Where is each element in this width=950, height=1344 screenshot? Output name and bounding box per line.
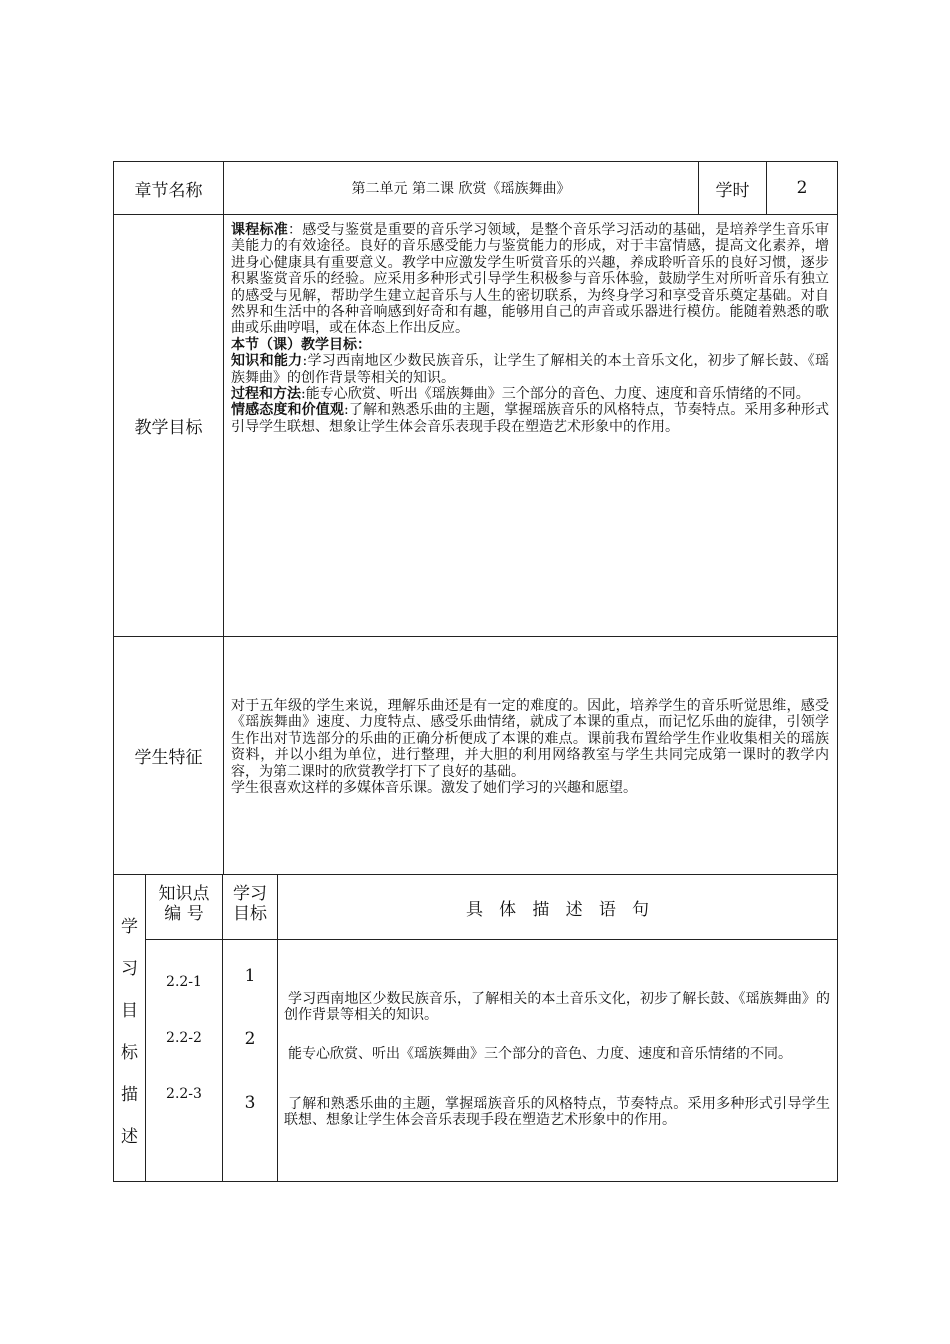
chapter-label: 章节名称 [134,180,203,201]
side-char: 述 [121,1127,138,1147]
side-char: 描 [121,1085,138,1105]
knowledge-text: :学习西南地区少数民族音乐，让学生了解相关的本土音乐文化，初步了解长鼓、《瑶族舞曲》的创作背景等相关的知识。 [231,353,830,386]
students-paragraph-1: 对于五年级的学生来说，理解乐曲还是有一定的难度的。因此，培养学生的音乐听觉思维，感受《瑶族舞曲》速度、力度特点、感受乐曲情绪，就成了本课的重点，而记忆乐曲的旋律，引领学生作出对节选部分的乐曲的正确分析便成了本课的难点。课前我布置给学生作业收集相关的瑶族资料，并以小组为单位，进行整理，并大胆的利用网络教室与学生共同完成第一课时的教学内容，为第二课时的欣赏教学打下了良好的基础。 [231,698,829,780]
row-goal: 1 [244,966,256,986]
row-goal: 3 [244,1093,256,1113]
emotion-text: :了解和熟悉乐曲的主题，掌握瑶族音乐的风格特点，节奏特点。采用多种形式引导学生联想、想象让学生体会音乐表现手段在塑造艺术形象中的作用。 [231,402,830,435]
grid-line [837,161,838,1182]
row-description-text: 学习西南地区少数民族音乐，了解相关的本土音乐文化，初步了解长鼓、《瑶族舞曲》的创作背景等相关的知识。 [284,991,830,1024]
row-description [284,1046,830,1062]
emotion-title: 情感态度和价值观 [231,402,345,419]
students-content [231,698,829,796]
emotion-goal [231,402,829,435]
objectives-label: 教学目标 [134,418,203,438]
hours-value: 2 [796,178,808,198]
row-code: 2.2-3 [166,1086,202,1102]
side-char: 习 [121,959,138,979]
grid-line [145,939,838,940]
row-description-text: 了解和熟悉乐曲的主题，掌握瑶族音乐的风格特点，节奏特点。采用多种形式引导学生联想、想象让学生体会音乐表现手段在塑造艺术形象中的作用。 [284,1096,830,1129]
col-header-goal-line2: 目标 [233,904,267,924]
col-header-knowledge-line2: 编 号 [164,904,204,924]
curriculum-standard [231,222,829,337]
grid-line [223,161,224,875]
process-text: :能专心欣赏、听出《瑶族舞曲》三个部分的音色、力度、速度和音乐情绪的不同。 [301,386,810,403]
knowledge-goal [231,353,829,386]
side-char: 学 [121,917,138,937]
row-goal: 2 [244,1029,256,1049]
objectives-content [231,222,829,435]
col-header-knowledge [146,884,222,924]
curriculum-title: 课程标准 [231,222,288,238]
process-goal [231,386,829,402]
col-header-goal-line1: 学习 [233,884,267,904]
row-description [284,991,830,1024]
side-char: 目 [121,1001,138,1021]
hours-label: 学时 [715,180,750,201]
row-code: 2.2-1 [166,974,202,990]
col-header-description: 具 体 描 述 语 句 [465,899,650,920]
knowledge-title: 知识和能力 [231,353,303,370]
row-description-text: 能专心欣赏、听出《瑶族舞曲》三个部分的音色、力度、速度和音乐情绪的不同。 [288,1046,792,1062]
students-paragraph-2: 学生很喜欢这样的多媒体音乐课。激发了她们学习的兴趣和愿望。 [231,780,637,797]
students-label: 学生特征 [134,748,203,768]
col-header-knowledge-line1: 知识点 [158,884,210,904]
side-char: 标 [121,1043,138,1063]
lesson-goal-title: 本节（课）教学目标： [231,336,371,353]
chapter-value: 第二单元 第二课 欣赏《瑶族舞曲》 [351,181,571,197]
curriculum-text: ：感受与鉴赏是重要的音乐学习领域，是整个音乐学习活动的基础，是培养学生音乐审美能力的有效途径。良好的音乐感受能力与鉴赏能力的形成，对于丰富情感，提高文化素养，增进身心健康具有重要意义。教学中应激发学生听赏音乐的兴趣，养成聆听音乐的良好习惯，逐步积累鉴赏音乐的经验。应采用多种形式引导学生积极参与音乐体验，鼓励学生对所听音乐有独立的感受与见解，帮助学生建立起音乐与人生的密切联系，为终身学习和享受音乐奠定基础。对自然界和生活中的各种音响感到好奇和有趣，能够用自己的声音或乐器进行模仿。能随着熟悉的歌曲或乐曲哼唱，或在体态上作出反应。 [231,222,830,337]
process-title: 过程和方法 [231,386,301,403]
row-description [284,1096,830,1129]
row-code: 2.2-2 [166,1030,202,1046]
col-header-goal [223,884,277,924]
learning-side-label [114,912,145,1164]
